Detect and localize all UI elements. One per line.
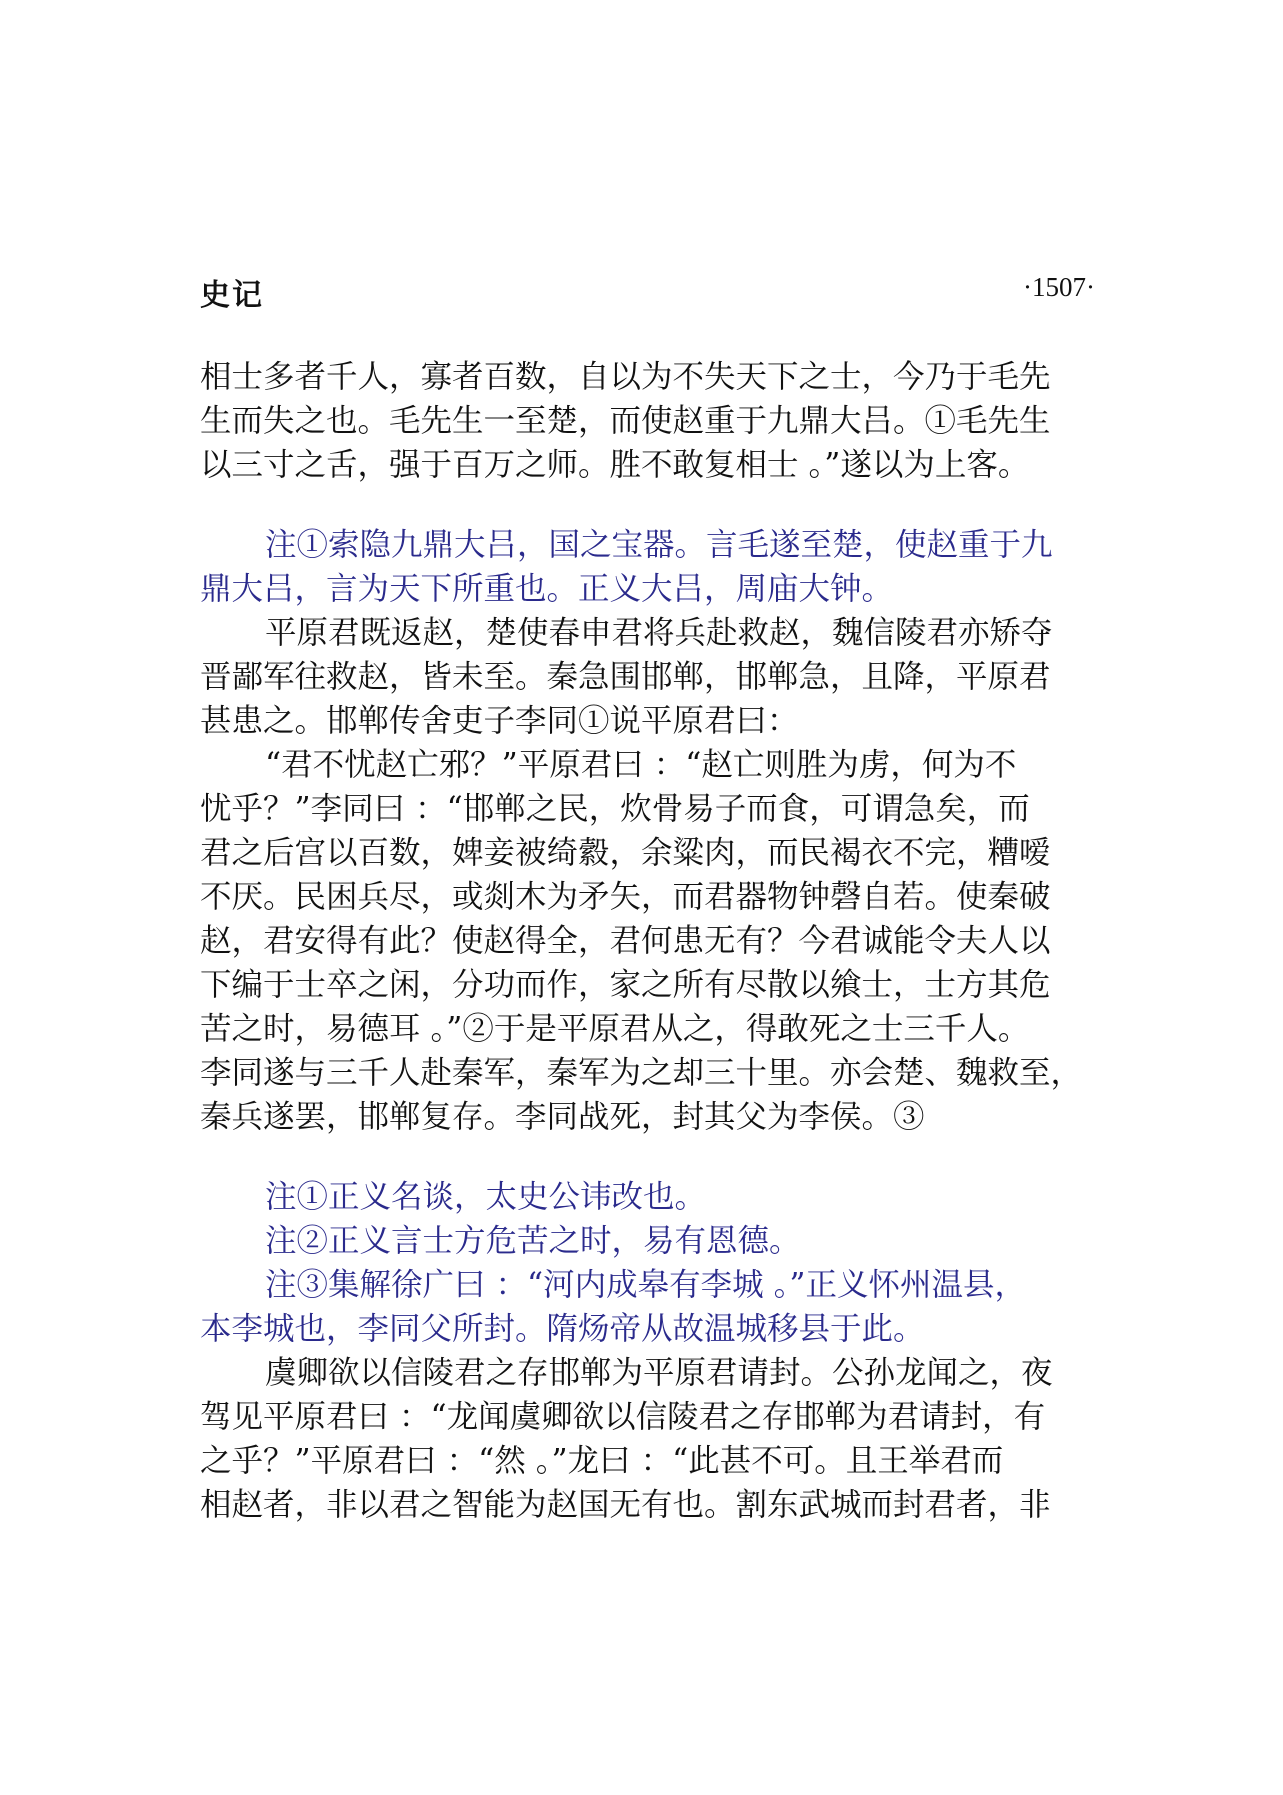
text-line: 虞卿欲以信陵君之存邯郸为平原君请封。公孙龙闻之，夜 [265,1355,1053,1391]
text-line: 生而失之也。毛先生一至楚，而使赵重于九鼎大吕。①毛先生 [200,403,1051,439]
text-line: 李同遂与三千人赴秦军，秦军为之却三十里。亦会楚、魏救至， [200,1055,1083,1091]
text-line: “君不忧赵亡邪？”平原君曰 ：“赵亡则胜为虏，何为不 [265,747,1017,783]
spacer [200,1139,1095,1175]
paragraph [200,611,1095,743]
annotation-note [200,523,1095,611]
text-line: 以三寸之舌，强于百万之师。胜不敢复相士 。”遂以为上客。 [200,447,1030,483]
text-line: 下编于士卒之闲，分功而作，家之所有尽散以飨士，士方其危 [200,967,1051,1003]
page-body [200,355,1095,1527]
note-line: 注①索隐九鼎大吕，国之宝器。言毛遂至楚，使赵重于九 [265,527,1053,563]
book-title: 史记 [200,278,264,313]
page-header [200,270,1095,313]
text-line: 甚患之。邯郸传舍吏子李同①说平原君曰： [200,703,799,739]
paragraph-continuation [200,355,1095,487]
text-line: 赵，君安得有此？使赵得全，君何患无有？今君诚能令夫人以 [200,923,1051,959]
text-line: 相赵者，非以君之智能为赵国无有也。割东武城而封君者，非 [200,1487,1051,1523]
paragraph [200,1351,1095,1527]
note-line: 本李城也，李同父所封。隋炀帝从故温城移县于此。 [200,1311,925,1347]
text-line: 晋鄙军往救赵，皆未至。秦急围邯郸，邯郸急，且降，平原君 [200,659,1051,695]
note-line: 注②正义言士方危苦之时，易有恩德。 [265,1223,801,1259]
page-number: ·1507· [1023,272,1095,302]
text-line: 之乎？”平原君曰 ：“然 。”龙曰 ：“此甚不可。且王举君而 [200,1443,1004,1479]
note-line: 注③集解徐广曰 ：“河内成皋有李城 。”正义怀州温县， [265,1267,1026,1303]
text-line: 平原君既返赵，楚使春申君将兵赴救赵，魏信陵君亦矫夺 [265,615,1053,651]
paragraph [200,743,1095,1139]
spacer [200,487,1095,523]
note-line: 鼎大吕，言为天下所重也。正义大吕，周庙大钟。 [200,571,894,607]
text-line: 君之后宫以百数，婢妾被绮縠，余粱肉，而民褐衣不完，糟嗳 [200,835,1051,871]
text-line: 驾见平原君曰 ：“龙闻虞卿欲以信陵君之存邯郸为君请封，有 [200,1399,1046,1435]
text-line: 忧乎？”李同曰 ：“邯郸之民，炊骨易子而食，可谓急矣，而 [200,791,1030,827]
text-line: 相士多者千人，寡者百数，自以为不失天下之士，今乃于毛先 [200,359,1051,395]
text-line: 秦兵遂罢，邯郸复存。李同战死，封其父为李侯。③ [200,1099,925,1135]
annotation-notes [200,1175,1095,1351]
text-line: 不厌。民困兵尽，或剡木为矛矢，而君器物钟磬自若。使秦破 [200,879,1051,915]
note-line: 注①正义名谈，太史公讳改也。 [265,1179,707,1215]
text-line: 苦之时，易德耳 。”②于是平原君从之，得敢死之士三千人。 [200,1011,1030,1047]
